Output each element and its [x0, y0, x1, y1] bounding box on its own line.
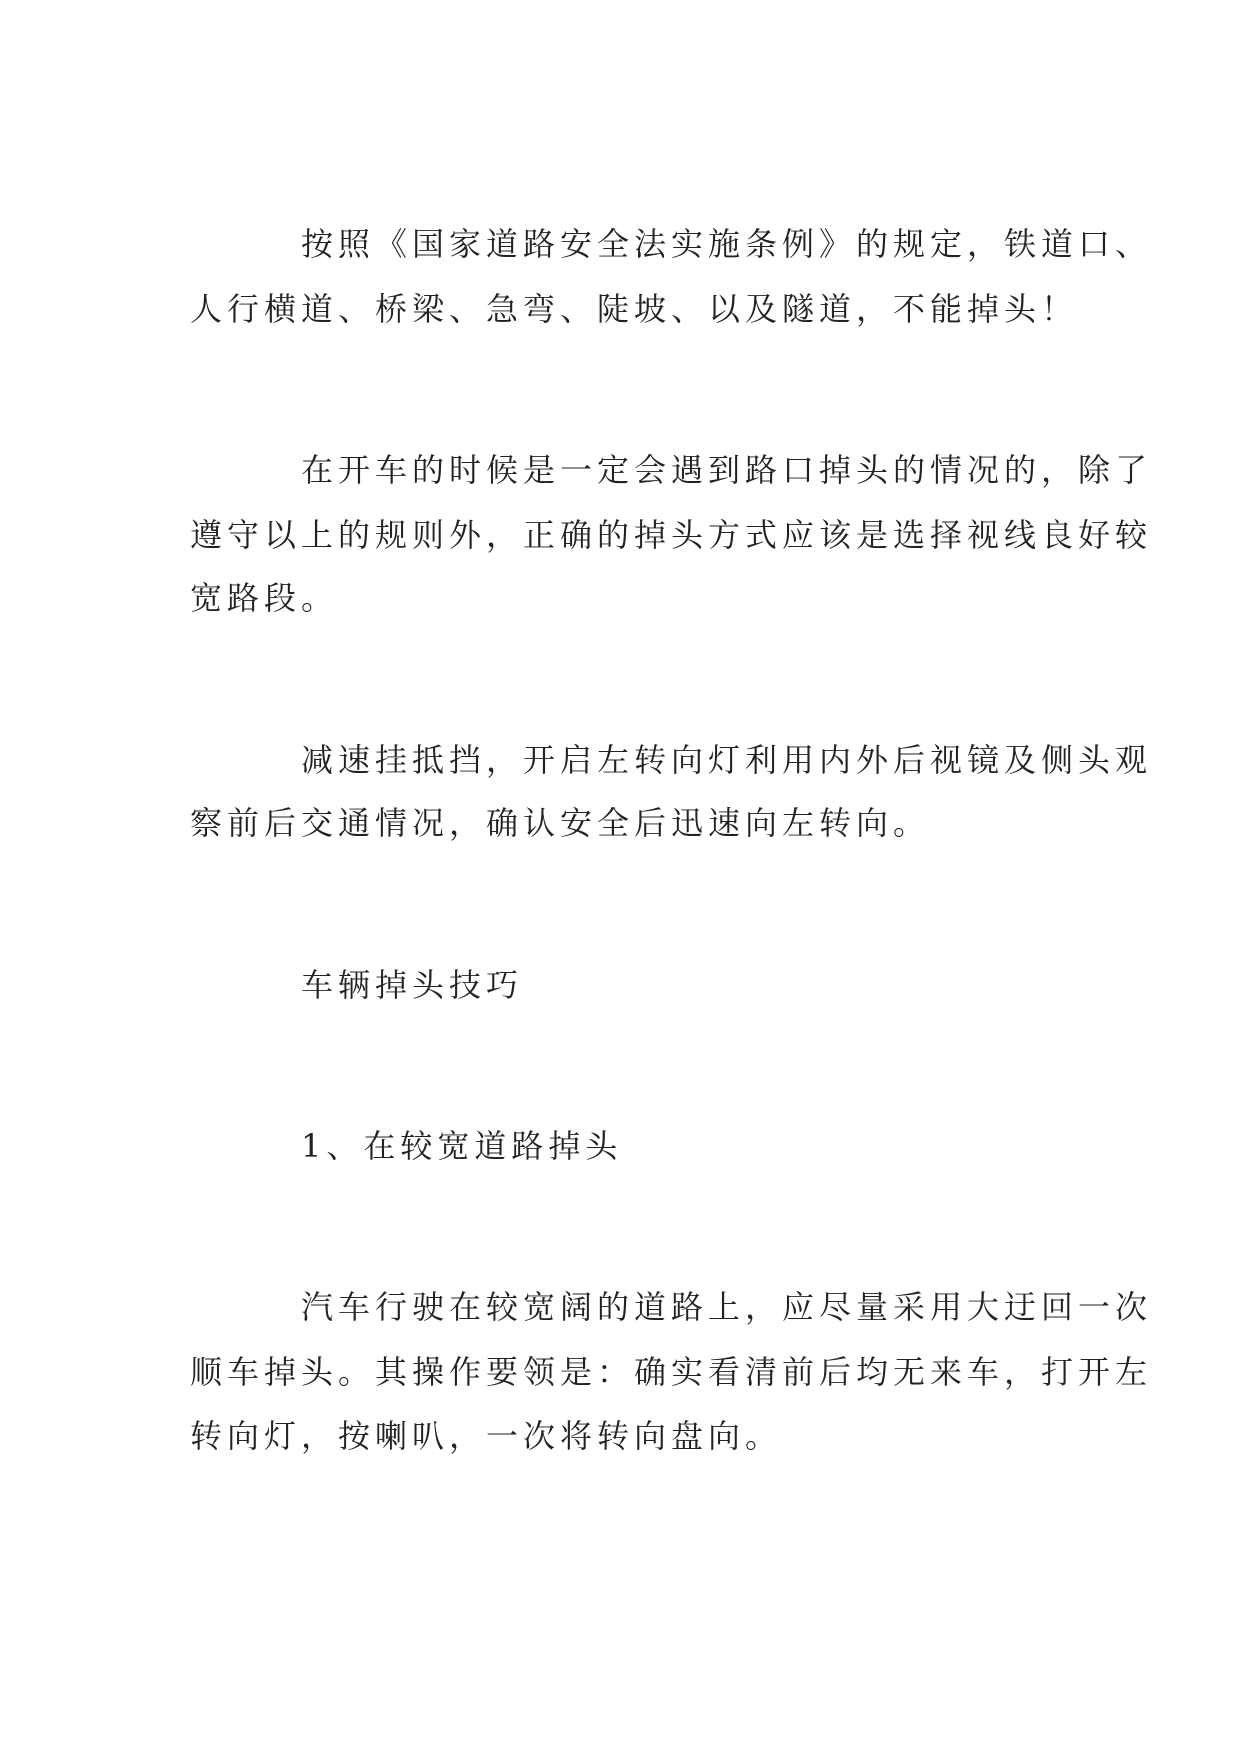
- paragraph-1-line-2: 人行横道、桥梁、急弯、陡坡、以及隧道，不能掉头！: [190, 290, 1079, 328]
- paragraph-2-line-1: 在开车的时候是一定会遇到路口掉头的情况的，除了: [301, 451, 1153, 489]
- paragraph-6-line-3: 转向灯，按喇叭，一次将转向盘向。: [190, 1417, 783, 1455]
- paragraph-1-line-1: 按照《国家道路安全法实施条例》的规定，铁道口、: [301, 225, 1153, 263]
- paragraph-2-line-3: 宽路段。: [190, 579, 339, 617]
- paragraph-6-line-1: 汽车行驶在较宽阔的道路上，应尽量采用大迂回一次: [301, 1288, 1153, 1326]
- paragraph-3-line-1: 减速挂抵挡，开启左转向灯利用内外后视镜及侧头观: [301, 741, 1153, 779]
- section-heading: 车辆掉头技巧: [301, 966, 524, 1004]
- paragraph-6-line-2: 顺车掉头。其操作要领是：确实看清前后均无来车，打开左: [190, 1353, 1153, 1391]
- paragraph-2-line-2: 遵守以上的规则外，正确的掉头方式应该是选择视线良好较: [190, 516, 1153, 554]
- paragraph-3-line-2: 察前后交通情况，确认安全后迅速向左转向。: [190, 804, 931, 842]
- subsection-heading: 1、在较宽道路掉头: [301, 1127, 623, 1165]
